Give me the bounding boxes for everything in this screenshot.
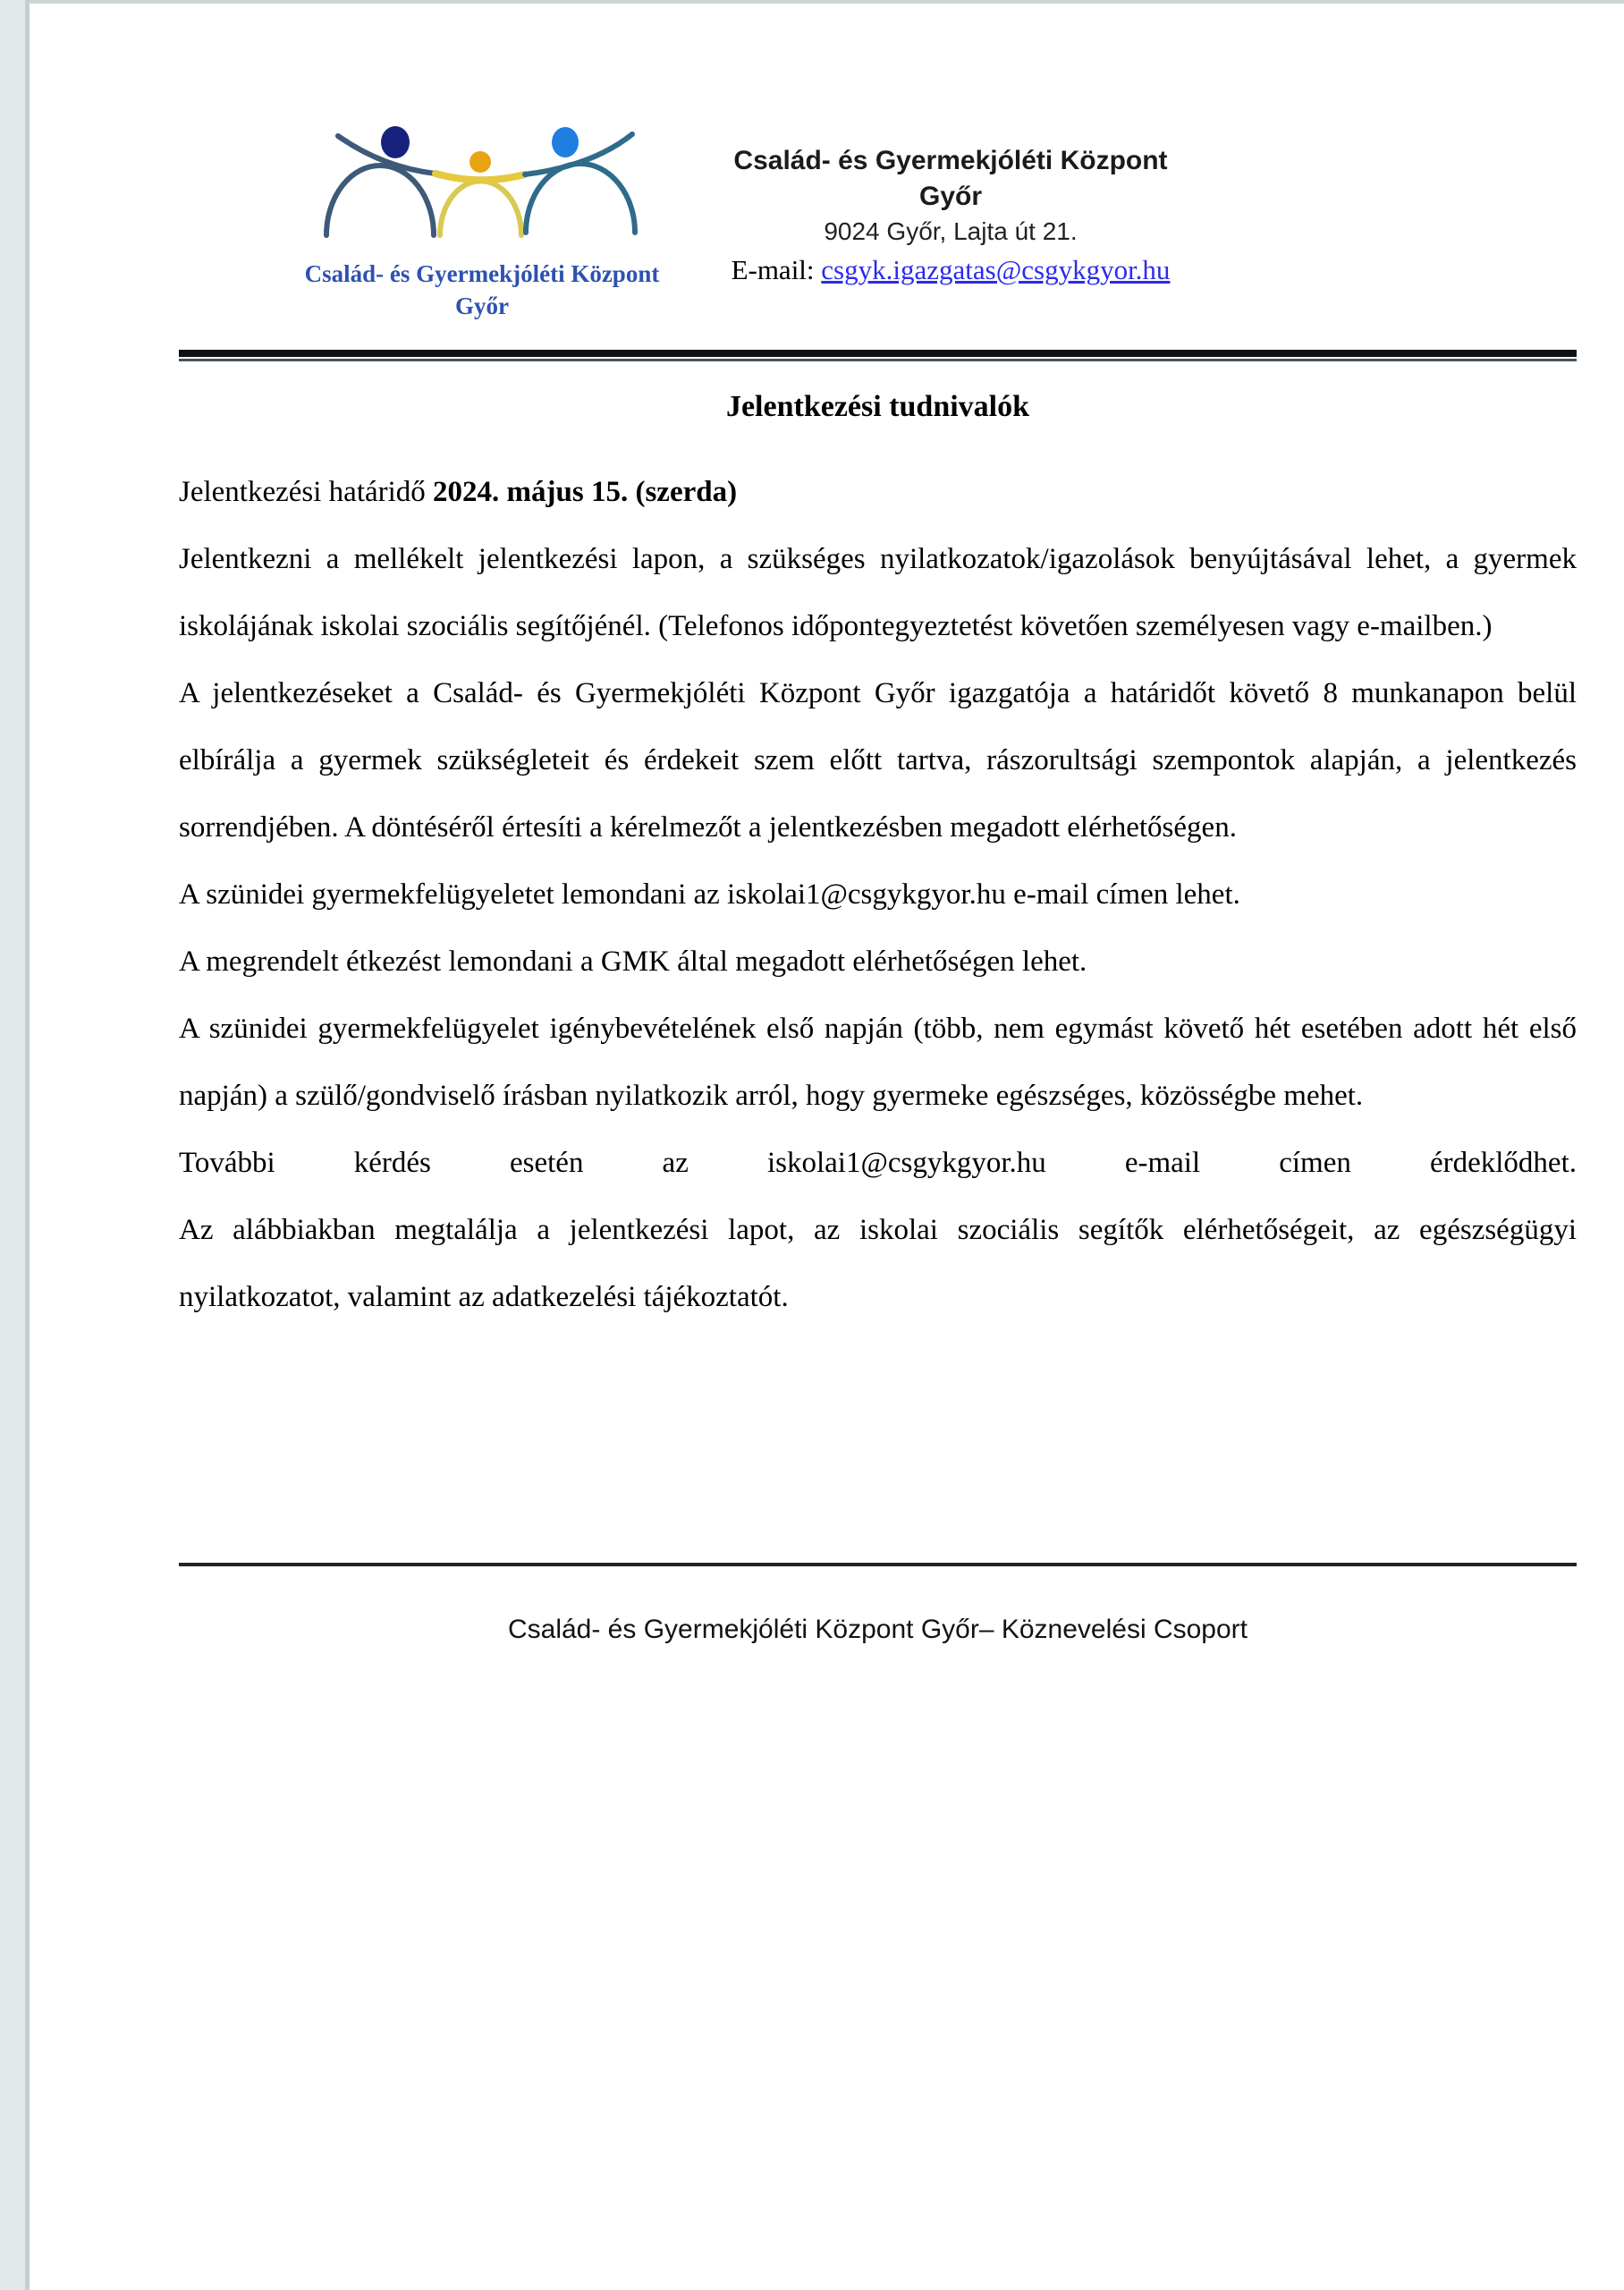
body-paragraph: A megrendelt étkezést lemondani a GMK által megadott elérhetőségen lehet. bbox=[179, 946, 1087, 978]
deadline-line bbox=[179, 459, 1577, 526]
organization-logo-icon bbox=[322, 123, 671, 242]
body-paragraph: A jelentkezéseket a Család- és Gyermekjóléti Központ Győr igazgatója a határidőt követő 8 munkanapon belül elbírálja a gyermek szükségleteit és érdekeit szem előtt tartva, rászorultsági szempontok alapján, a jelentkezés sorrendjében. A döntéséről értesíti a kérelmezőt a jelentkezésben megadott elérhetőségen. bbox=[179, 677, 1577, 844]
email-label: E-mail: bbox=[731, 254, 822, 285]
header-divider bbox=[179, 350, 1577, 361]
body-paragraph: Az alábbiakban megtalálja a jelentkezési lapot, az iskolai szociális segítők elérhetőségeit, az egészségügyi nyilatkozatot, valamint az adatkezelési tájékoztatót. bbox=[179, 1214, 1577, 1313]
deadline-label: Jelentkezési határidő bbox=[179, 476, 434, 508]
footer-text: Család- és Gyermekjóléti Központ Győr– Köznevelési Csoport bbox=[507, 1615, 1248, 1644]
body-paragraph: Jelentkezni a mellékelt jelentkezési lapon, a szükséges nyilatkozatok/igazolások benyújtásával lehet, a gyermek iskolájának iskolai szociális segítőjénél. (Telefonos időpontegyeztetést követően személyesen vagy e-mailben.) bbox=[179, 543, 1577, 642]
logo-caption-line2: Győr bbox=[455, 293, 509, 319]
body-paragraph: A szünidei gyermekfelügyelet igénybevételének első napján (több, nem egymást követő hét esetében adott hét első napján) a szülő/gondviselő írásban nyilatkozik arról, hogy gyermeke egészséges, közösségbe mehet. bbox=[179, 1013, 1577, 1112]
document-header bbox=[30, 4, 1624, 350]
body-paragraph: További kérdés esetén az iskolai1@csgykgyor.hu e-mail címen érdeklődhet. bbox=[179, 1147, 1577, 1179]
footer-divider bbox=[179, 1563, 1577, 1566]
contact-block bbox=[709, 143, 1192, 292]
page bbox=[30, 0, 1624, 2290]
page-title: Jelentkezési tudnivalók bbox=[725, 390, 1030, 423]
logo-caption bbox=[276, 258, 688, 322]
email-line bbox=[709, 249, 1192, 292]
organization-name: Család- és Gyermekjóléti Központ Győr bbox=[733, 146, 1168, 211]
deadline-value: 2024. május 15. (szerda) bbox=[433, 476, 738, 508]
email-link[interactable]: csgyk.igazgatas@csgykgyor.hu bbox=[821, 254, 1171, 285]
logo-caption-line1: Család- és Gyermekjóléti Központ bbox=[304, 260, 660, 287]
document-body bbox=[179, 350, 1577, 1648]
body-paragraph: A szünidei gyermekfelügyeletet lemondani az iskolai1@csgykgyor.hu e-mail címen lehet. bbox=[179, 878, 1240, 911]
organization-address: 9024 Győr, Lajta út 21. bbox=[824, 217, 1078, 245]
scan-gutter bbox=[0, 0, 25, 2290]
